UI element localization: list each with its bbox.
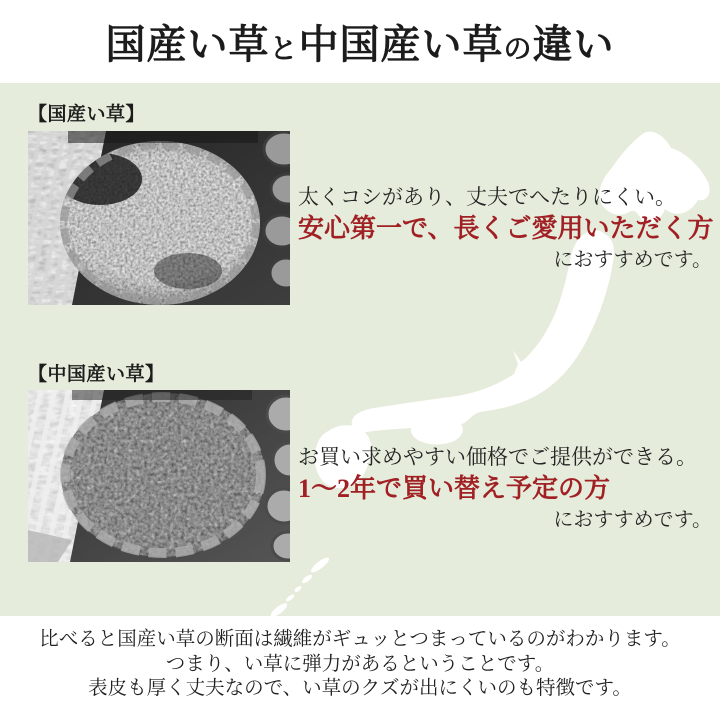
chinese-description (298, 444, 712, 533)
domestic-line3: におすすめです。 (553, 249, 712, 271)
domestic-igusa-micrograph (28, 131, 290, 305)
chinese-line3: におすすめです。 (553, 509, 712, 531)
title-chinese: 中国産い草 (298, 22, 504, 67)
footer-line-1: 比べると国産い草の断面は繊維がギュッとつまっているのがわかります。 (39, 629, 681, 650)
domestic-description (298, 184, 712, 273)
domestic-label: 【国産い草】 (28, 104, 146, 125)
footer-line-2: つまり、い草に弾力があるということです。 (165, 653, 555, 675)
chinese-line1: お買い求めやすい価格でご提供ができる。 (298, 445, 697, 469)
domestic-line1: 太くコシがあり、丈夫でへたりにくい。 (298, 185, 676, 209)
chinese-igusa-micrograph (28, 390, 290, 562)
chinese-label: 【中国産い草】 (28, 364, 165, 385)
map-ryukyu-islands (270, 555, 331, 616)
page-title (105, 13, 614, 70)
title-particle-no: の (503, 34, 533, 65)
title-domestic: 国産い草 (105, 22, 270, 67)
title-particle-to: と (269, 34, 299, 65)
footer-line-3: 表皮も厚く丈夫なので、い草のクズが出にくいのも特徴です。 (88, 678, 632, 699)
footer-note (0, 616, 720, 720)
comparison-section (0, 83, 720, 616)
chinese-highlight: 1〜2年で買い替え予定の方 (298, 474, 611, 503)
header (0, 0, 720, 83)
domestic-highlight: 安心第一で、長くご愛用いただく方 (298, 214, 714, 243)
title-difference: 違い (532, 22, 615, 67)
